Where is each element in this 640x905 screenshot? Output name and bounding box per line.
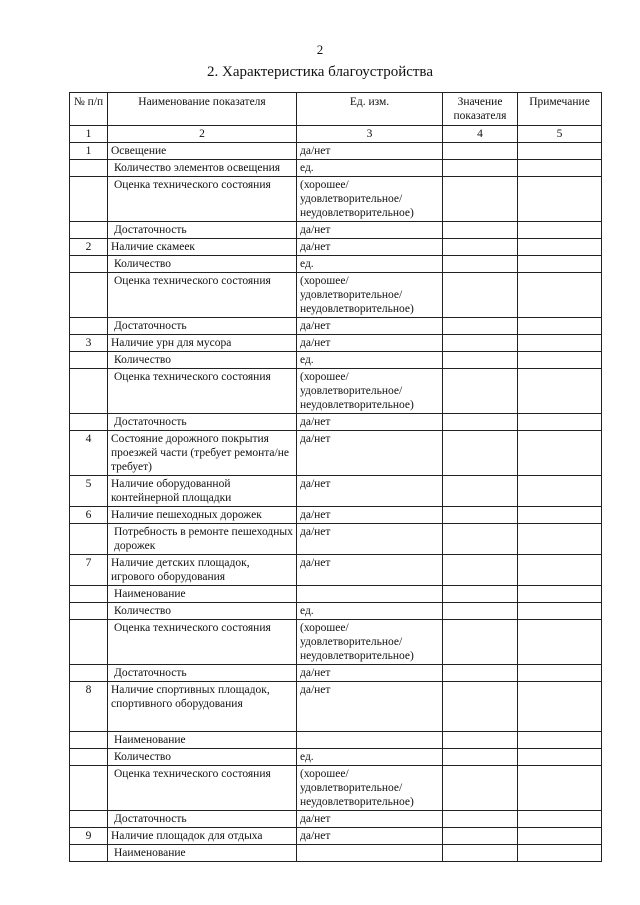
- indicator-name: Достаточность: [108, 414, 297, 431]
- table-row: [70, 476, 602, 507]
- unit-of-measure: (хорошее/ удовлетворительное/ неудовлетворительное): [297, 766, 443, 811]
- row-number: [70, 811, 108, 828]
- indicator-name: Количество элементов освещения: [108, 160, 297, 177]
- note: [518, 222, 602, 239]
- indicator-name: Достаточность: [108, 811, 297, 828]
- indicator-value: [443, 682, 518, 732]
- indicator-value: [443, 524, 518, 555]
- column-index-row: [70, 126, 602, 143]
- note: [518, 431, 602, 476]
- row-number: [70, 732, 108, 749]
- indicator-name: Наименование: [108, 732, 297, 749]
- column-index: 3: [297, 126, 443, 143]
- row-number: [70, 222, 108, 239]
- note: [518, 620, 602, 665]
- note: [518, 603, 602, 620]
- indicator-value: [443, 239, 518, 256]
- note: [518, 828, 602, 845]
- unit-of-measure: [297, 732, 443, 749]
- row-number: [70, 749, 108, 766]
- table-row: [70, 665, 602, 682]
- page-number: 2: [316, 42, 324, 57]
- row-number: [70, 414, 108, 431]
- column-index: 2: [108, 126, 297, 143]
- unit-of-measure: (хорошее/ удовлетворительное/ неудовлетворительное): [297, 369, 443, 414]
- table-row: [70, 811, 602, 828]
- note: [518, 586, 602, 603]
- indicator-value: [443, 828, 518, 845]
- note: [518, 143, 602, 160]
- header-note: Примечание: [518, 93, 602, 126]
- note: [518, 476, 602, 507]
- unit-of-measure: да/нет: [297, 414, 443, 431]
- table-row: [70, 335, 602, 352]
- table-row: [70, 845, 602, 862]
- indicator-name: Освещение: [108, 143, 297, 160]
- indicator-value: [443, 586, 518, 603]
- unit-of-measure: ед.: [297, 749, 443, 766]
- note: [518, 160, 602, 177]
- indicator-value: [443, 222, 518, 239]
- indicator-value: [443, 665, 518, 682]
- page-title: 2. Характеристика благоустройства: [207, 64, 433, 80]
- table-row: [70, 586, 602, 603]
- indicator-value: [443, 369, 518, 414]
- indicator-value: [443, 335, 518, 352]
- indicator-name: Оценка технического состояния: [108, 766, 297, 811]
- unit-of-measure: да/нет: [297, 431, 443, 476]
- note: [518, 507, 602, 524]
- indicator-value: [443, 414, 518, 431]
- indicator-value: [443, 143, 518, 160]
- indicator-name: Наличие спортивных площадок, спортивного оборудования: [108, 682, 297, 732]
- table-row: [70, 414, 602, 431]
- note: [518, 273, 602, 318]
- note: [518, 369, 602, 414]
- note: [518, 318, 602, 335]
- indicator-value: [443, 352, 518, 369]
- indicator-value: [443, 766, 518, 811]
- indicator-name: Оценка технического состояния: [108, 620, 297, 665]
- table-row: [70, 732, 602, 749]
- unit-of-measure: ед.: [297, 603, 443, 620]
- table-row: [70, 603, 602, 620]
- row-number: [70, 318, 108, 335]
- table-row: [70, 273, 602, 318]
- indicator-name: Оценка технического состояния: [108, 273, 297, 318]
- indicator-value: [443, 749, 518, 766]
- indicator-value: [443, 507, 518, 524]
- row-number: [70, 177, 108, 222]
- table-row: [70, 749, 602, 766]
- unit-of-measure: [297, 845, 443, 862]
- row-number: 5: [70, 476, 108, 507]
- table-row: [70, 239, 602, 256]
- indicator-value: [443, 845, 518, 862]
- row-number: 3: [70, 335, 108, 352]
- unit-of-measure: да/нет: [297, 476, 443, 507]
- table-row: [70, 682, 602, 732]
- unit-of-measure: (хорошее/ удовлетворительное/ неудовлетворительное): [297, 620, 443, 665]
- unit-of-measure: [297, 586, 443, 603]
- note: [518, 256, 602, 273]
- row-number: [70, 603, 108, 620]
- table-row: [70, 766, 602, 811]
- indicator-value: [443, 431, 518, 476]
- indicator-name: Наименование: [108, 586, 297, 603]
- row-number: 6: [70, 507, 108, 524]
- row-number: [70, 766, 108, 811]
- unit-of-measure: да/нет: [297, 811, 443, 828]
- table-row: [70, 143, 602, 160]
- unit-of-measure: да/нет: [297, 665, 443, 682]
- row-number: [70, 352, 108, 369]
- indicator-name: Состояние дорожного покрытия проезжей части (требует ремонта/не требует): [108, 431, 297, 476]
- unit-of-measure: да/нет: [297, 555, 443, 586]
- unit-of-measure: (хорошее/ удовлетворительное/ неудовлетворительное): [297, 177, 443, 222]
- unit-of-measure: (хорошее/ удовлетворительное/ неудовлетворительное): [297, 273, 443, 318]
- column-index: 4: [443, 126, 518, 143]
- row-number: [70, 273, 108, 318]
- header-name: Наименование показателя: [108, 93, 297, 126]
- table-row: [70, 160, 602, 177]
- table-body: [70, 143, 602, 862]
- table-row: [70, 352, 602, 369]
- column-index: 5: [518, 126, 602, 143]
- indicator-name: Оценка технического состояния: [108, 369, 297, 414]
- characteristics-table: [69, 92, 602, 862]
- indicator-value: [443, 811, 518, 828]
- indicator-value: [443, 620, 518, 665]
- row-number: 8: [70, 682, 108, 732]
- indicator-value: [443, 318, 518, 335]
- indicator-name: Потребность в ремонте пешеходных дорожек: [108, 524, 297, 555]
- header-unit: Ед. изм.: [297, 93, 443, 126]
- unit-of-measure: да/нет: [297, 524, 443, 555]
- row-number: [70, 665, 108, 682]
- unit-of-measure: да/нет: [297, 507, 443, 524]
- unit-of-measure: да/нет: [297, 335, 443, 352]
- note: [518, 352, 602, 369]
- indicator-name: Количество: [108, 749, 297, 766]
- indicator-value: [443, 476, 518, 507]
- note: [518, 335, 602, 352]
- row-number: [70, 160, 108, 177]
- indicator-name: Количество: [108, 603, 297, 620]
- unit-of-measure: да/нет: [297, 318, 443, 335]
- indicator-name: Наличие детских площадок, игрового оборудования: [108, 555, 297, 586]
- row-number: [70, 369, 108, 414]
- unit-of-measure: да/нет: [297, 828, 443, 845]
- note: [518, 845, 602, 862]
- note: [518, 766, 602, 811]
- table-row: [70, 431, 602, 476]
- row-number: [70, 845, 108, 862]
- note: [518, 524, 602, 555]
- indicator-name: Наименование: [108, 845, 297, 862]
- note: [518, 555, 602, 586]
- row-number: 4: [70, 431, 108, 476]
- table-header: [70, 93, 602, 143]
- table-row: [70, 369, 602, 414]
- row-number: [70, 620, 108, 665]
- indicator-name: Достаточность: [108, 222, 297, 239]
- indicator-value: [443, 273, 518, 318]
- row-number: 2: [70, 239, 108, 256]
- unit-of-measure: да/нет: [297, 143, 443, 160]
- indicator-name: Наличие пешеходных дорожек: [108, 507, 297, 524]
- row-number: [70, 586, 108, 603]
- header-value: Значение показателя: [443, 93, 518, 126]
- table-row: [70, 555, 602, 586]
- table-row: [70, 256, 602, 273]
- unit-of-measure: ед.: [297, 352, 443, 369]
- header-num: № п/п: [70, 93, 108, 126]
- note: [518, 177, 602, 222]
- indicator-name: Достаточность: [108, 318, 297, 335]
- unit-of-measure: ед.: [297, 256, 443, 273]
- unit-of-measure: ед.: [297, 160, 443, 177]
- indicator-name: Наличие площадок для отдыха: [108, 828, 297, 845]
- note: [518, 811, 602, 828]
- indicator-value: [443, 256, 518, 273]
- row-number: [70, 256, 108, 273]
- indicator-name: Достаточность: [108, 665, 297, 682]
- indicator-name: Наличие скамеек: [108, 239, 297, 256]
- row-number: 7: [70, 555, 108, 586]
- indicator-value: [443, 177, 518, 222]
- table-row: [70, 222, 602, 239]
- note: [518, 414, 602, 431]
- indicator-value: [443, 555, 518, 586]
- table-row: [70, 318, 602, 335]
- table-row: [70, 524, 602, 555]
- indicator-name: Наличие оборудованной контейнерной площадки: [108, 476, 297, 507]
- indicator-value: [443, 160, 518, 177]
- row-number: 1: [70, 143, 108, 160]
- row-number: 9: [70, 828, 108, 845]
- row-number: [70, 524, 108, 555]
- table-row: [70, 507, 602, 524]
- indicator-value: [443, 732, 518, 749]
- table-row: [70, 620, 602, 665]
- indicator-name: Наличие урн для мусора: [108, 335, 297, 352]
- unit-of-measure: да/нет: [297, 682, 443, 732]
- note: [518, 239, 602, 256]
- indicator-name: Количество: [108, 256, 297, 273]
- note: [518, 682, 602, 732]
- note: [518, 749, 602, 766]
- column-index: 1: [70, 126, 108, 143]
- header-row: [70, 93, 602, 126]
- indicator-value: [443, 603, 518, 620]
- table-row: [70, 828, 602, 845]
- unit-of-measure: да/нет: [297, 239, 443, 256]
- note: [518, 665, 602, 682]
- indicator-name: Количество: [108, 352, 297, 369]
- unit-of-measure: да/нет: [297, 222, 443, 239]
- note: [518, 732, 602, 749]
- table-row: [70, 177, 602, 222]
- indicator-name: Оценка технического состояния: [108, 177, 297, 222]
